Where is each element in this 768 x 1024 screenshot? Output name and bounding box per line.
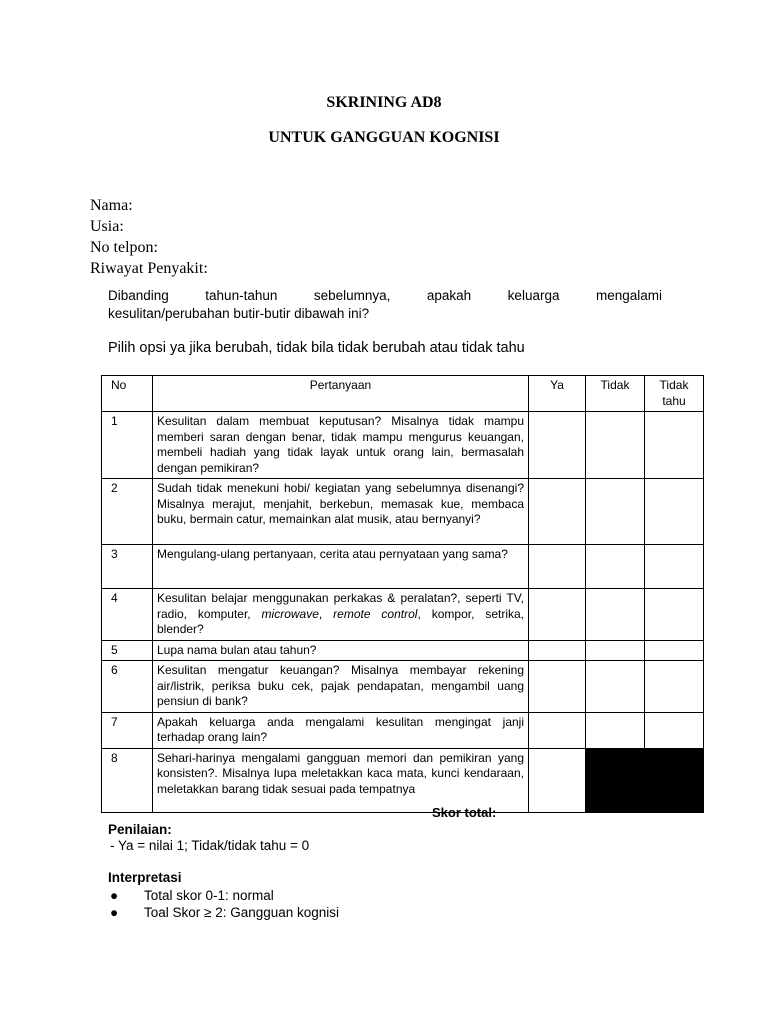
field-no-telpon: No telpon: — [90, 239, 158, 256]
answer-ya-cell[interactable] — [529, 712, 586, 748]
penilaian-line: - Ya = nilai 1; Tidak/tidak tahu = 0 — [110, 838, 310, 853]
row-number: 8 — [102, 748, 153, 812]
greater-equal-symbol: ≥ — [204, 905, 212, 920]
row-question: Sudah tidak menekuni hobi/ kegiatan yang sebelumnya disenangi? Misalnya merajut, menjahit, berkebun, memasak kue, membaca buku, bermain catur, memainkan alat musik, atau bernyanyi? — [153, 479, 529, 545]
page-subtitle: UNTUK GANGGUAN KOGNISI — [268, 129, 500, 146]
skor-total-label: Skor total: — [432, 805, 497, 820]
header-ya: Ya — [529, 376, 586, 412]
table-row — [102, 545, 704, 589]
penilaian-heading: Penilaian: — [108, 822, 172, 837]
answer-tidak-tahu-cell[interactable] — [645, 545, 704, 589]
answer-tidak-cell[interactable] — [586, 479, 645, 545]
blacked-out-cell — [586, 748, 645, 812]
answer-ya-cell[interactable] — [529, 412, 586, 479]
row-question: Sehari-harinya mengalami gangguan memori dan pemikiran yang konsisten?. Misalnya lupa meletakkan kaca mata, kunci kendaraan, meletakkan barang tidak sesuai pada tempatnya — [153, 748, 529, 812]
row-number: 2 — [102, 479, 153, 545]
header-no: No — [102, 376, 153, 412]
row-number: 1 — [102, 412, 153, 479]
answer-tidak-tahu-cell[interactable] — [645, 589, 704, 641]
answer-tidak-cell[interactable] — [586, 661, 645, 713]
table-row — [102, 479, 704, 545]
question-italic: remote control — [333, 606, 418, 621]
identity-fields — [90, 195, 208, 279]
table-row — [102, 589, 704, 641]
row-question — [153, 589, 529, 641]
blacked-out-cell — [645, 748, 704, 812]
bullet-icon: ● — [110, 888, 119, 903]
answer-ya-cell[interactable] — [529, 589, 586, 641]
field-usia: Usia: — [90, 218, 124, 235]
row-question: Mengulang-ulang pertanyaan, cerita atau pernyataan yang sama? — [153, 545, 529, 589]
answer-ya-cell[interactable] — [529, 640, 586, 661]
answer-ya-cell[interactable] — [529, 748, 586, 812]
interpretasi-item — [110, 905, 339, 920]
interpretasi-text: Total skor 0-1: normal — [144, 888, 274, 903]
bullet-icon: ● — [110, 905, 119, 920]
header-pertanyaan: Pertanyaan — [153, 376, 529, 412]
answer-ya-cell[interactable] — [529, 545, 586, 589]
answer-ya-cell[interactable] — [529, 661, 586, 713]
answer-ya-cell[interactable] — [529, 479, 586, 545]
row-number: 5 — [102, 640, 153, 661]
answer-tidak-tahu-cell[interactable] — [645, 412, 704, 479]
intro-line-2: kesulitan/perubahan butir-butir dibawah ini? — [108, 306, 370, 321]
answer-tidak-cell[interactable] — [586, 589, 645, 641]
table-row — [102, 748, 704, 812]
row-number: 7 — [102, 712, 153, 748]
interpretasi-item — [110, 888, 274, 903]
row-question: Kesulitan mengatur keuangan? Misalnya membayar rekening air/listrik, periksa buku cek, pajak pendapatan, mengambil uang pensiun di bank? — [153, 661, 529, 713]
instruction-text: Pilih opsi ya jika berubah, tidak bila tidak berubah atau tidak tahu — [108, 340, 525, 356]
header-tidak-tahu: Tidak tahu — [645, 376, 704, 412]
answer-tidak-tahu-cell[interactable] — [645, 640, 704, 661]
question-text: , kompor, setrika, blender? — [157, 606, 525, 636]
answer-tidak-cell[interactable] — [586, 640, 645, 661]
table-row — [102, 712, 704, 748]
row-question: Apakah keluarga anda mengalami kesulitan mengingat janji terhadap orang lain? — [153, 712, 529, 748]
row-number: 3 — [102, 545, 153, 589]
row-number: 6 — [102, 661, 153, 713]
question-text: Kesulitan belajar menggunakan perkakas & peralatan?, seperti TV, radio, komputer, — [157, 591, 524, 621]
answer-tidak-tahu-cell[interactable] — [645, 479, 704, 545]
question-italic: microwave — [261, 606, 319, 621]
table-header-row — [102, 376, 704, 412]
table-row — [102, 640, 704, 661]
intro-line-1: Dibanding tahun-tahun sebelumnya, apakah keluarga mengalami — [108, 288, 662, 303]
row-question: Lupa nama bulan atau tahun? — [153, 640, 529, 661]
interpretasi-text: Toal Skor — [144, 905, 205, 920]
answer-tidak-tahu-cell[interactable] — [645, 661, 704, 713]
page-title: SKRINING AD8 — [326, 94, 442, 111]
table-row — [102, 412, 704, 479]
row-question: Kesulitan dalam membuat keputusan? Misalnya tidak mampu memberi saran dengan benar, tidak mampu mengurus keuangan, membeli hadiah yang tidak layak untuk orang lain, bermasalah dengan pemikiran? — [153, 412, 529, 479]
interpretasi-text: 2: Gangguan kognisi — [211, 905, 340, 920]
row-number: 4 — [102, 589, 153, 641]
question-text: , — [318, 606, 334, 621]
field-nama: Nama: — [90, 197, 133, 214]
header-tidak: Tidak — [586, 376, 645, 412]
table-row — [102, 661, 704, 713]
questionnaire-table — [101, 375, 704, 813]
answer-tidak-tahu-cell[interactable] — [645, 712, 704, 748]
answer-tidak-cell[interactable] — [586, 545, 645, 589]
answer-tidak-cell[interactable] — [586, 412, 645, 479]
field-riwayat-penyakit: Riwayat Penyakit: — [90, 260, 208, 277]
answer-tidak-cell[interactable] — [586, 712, 645, 748]
interpretasi-heading: Interpretasi — [108, 870, 182, 885]
